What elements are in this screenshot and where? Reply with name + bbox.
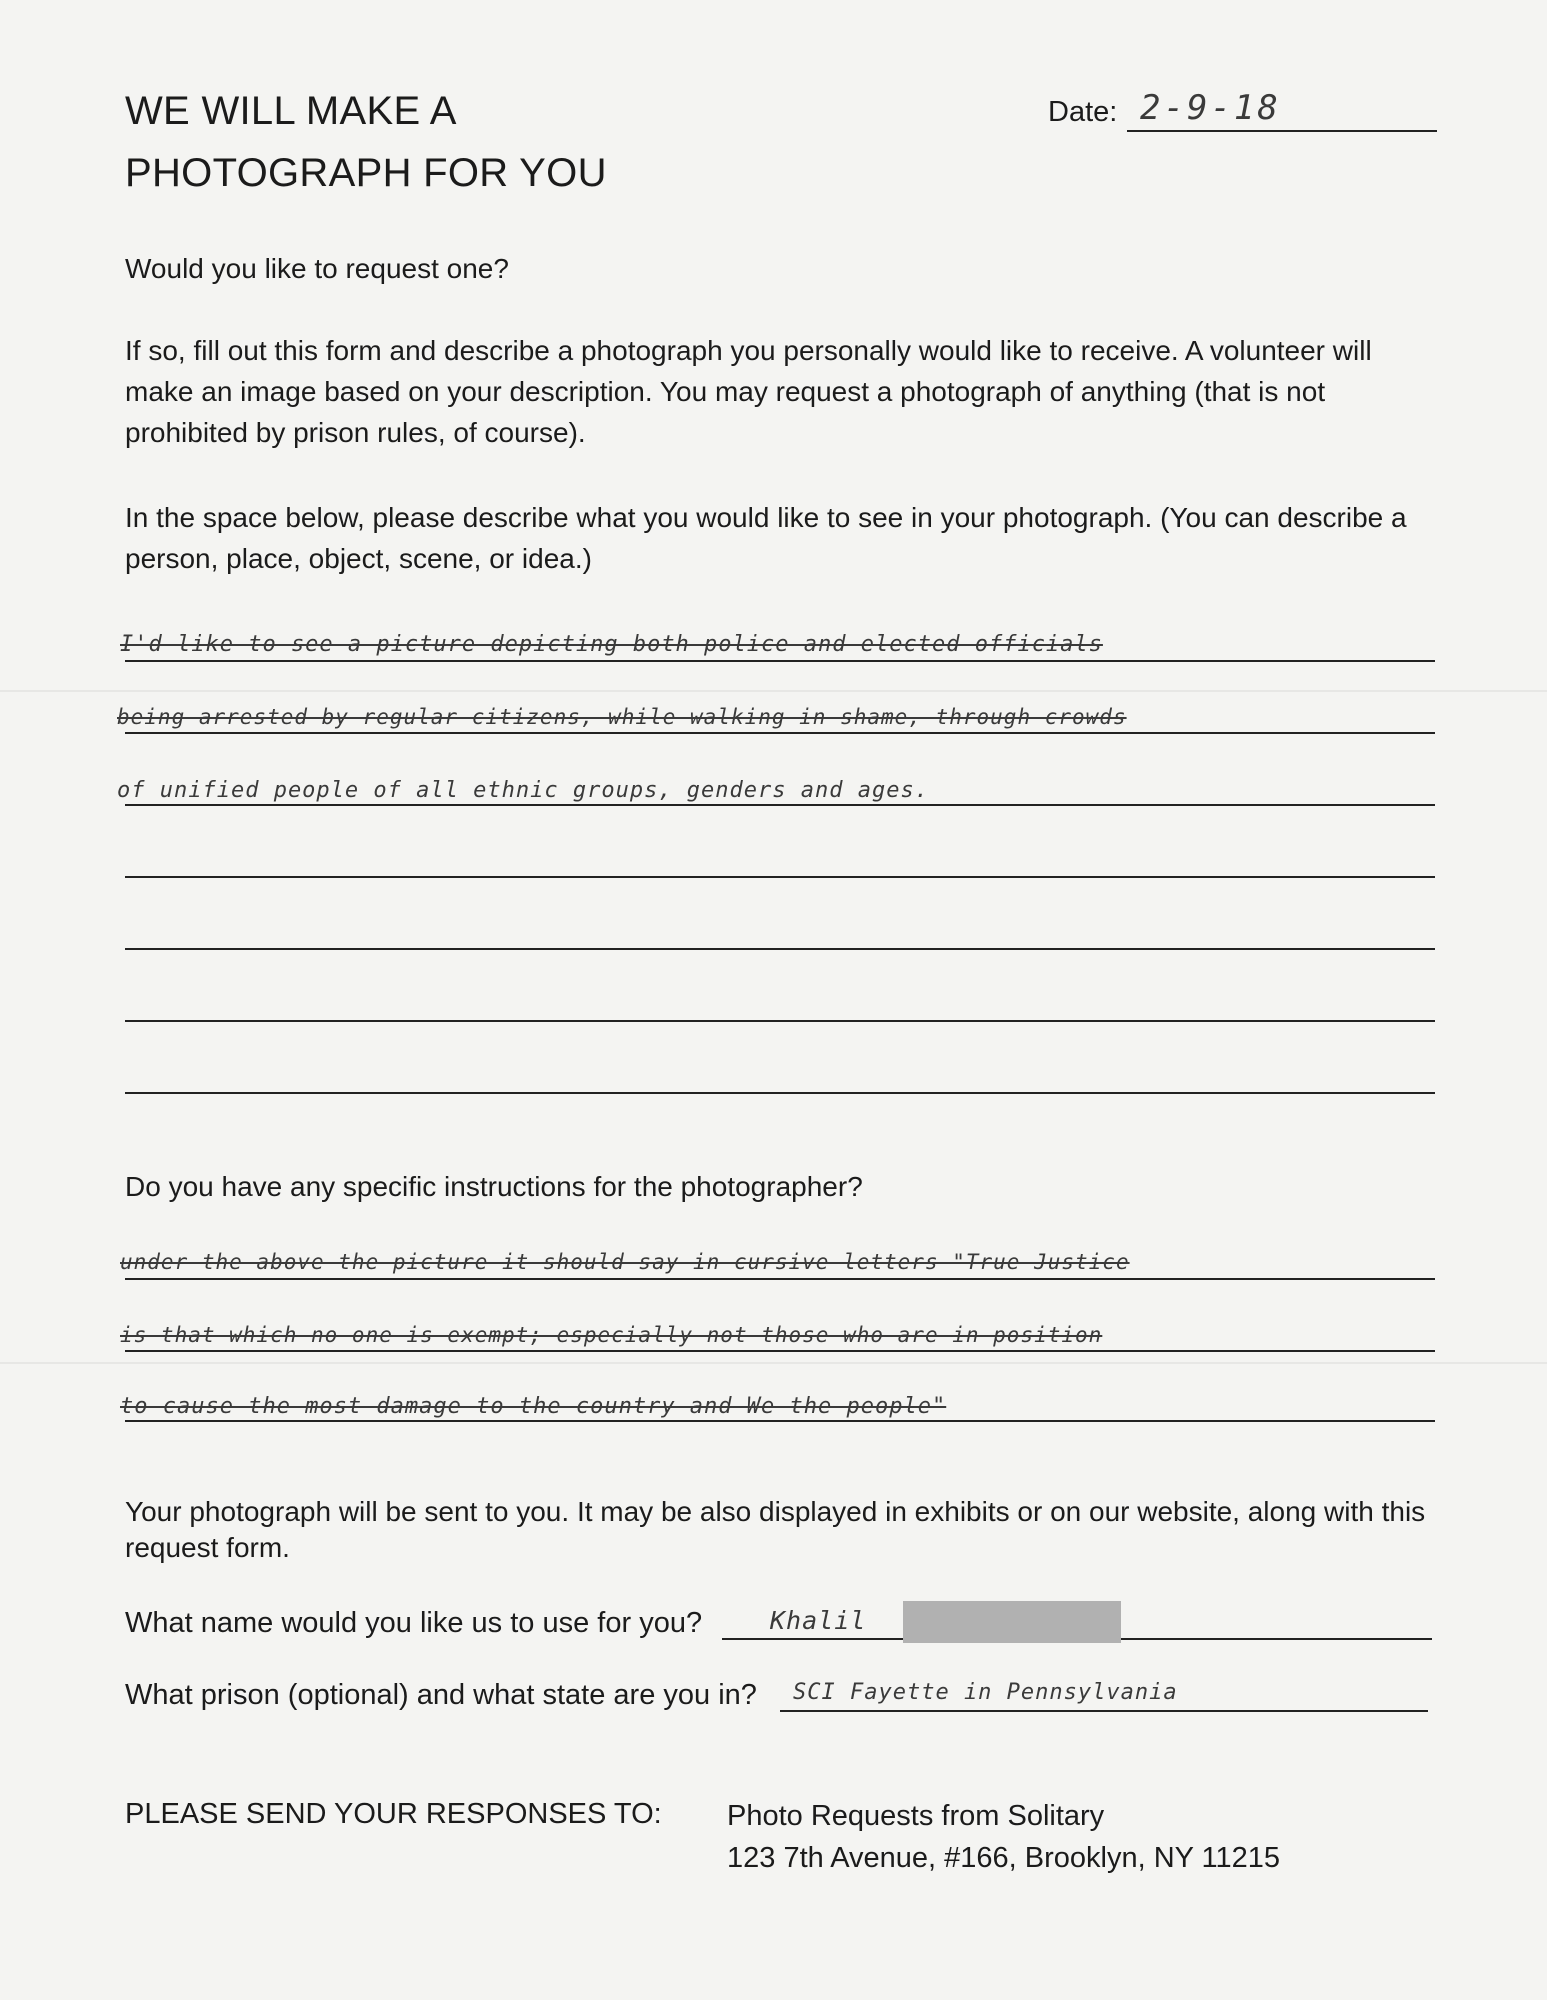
description-line[interactable] xyxy=(125,948,1435,950)
instructions-line[interactable] xyxy=(125,1350,1435,1352)
name-value: Khalil xyxy=(770,1606,867,1635)
redaction-box xyxy=(903,1601,1121,1643)
description-line[interactable] xyxy=(125,1092,1435,1094)
send-responses-label: PLEASE SEND YOUR RESPONSES TO: xyxy=(125,1798,662,1830)
date-label: Date: xyxy=(1048,96,1118,128)
instructions-line[interactable] xyxy=(125,1420,1435,1422)
prison-value: SCI Fayette in Pennsylvania xyxy=(793,1680,1178,1705)
address-line-1: Photo Requests from Solitary xyxy=(727,1800,1105,1832)
description-line[interactable] xyxy=(125,732,1435,734)
prison-field-line[interactable] xyxy=(780,1710,1428,1712)
fold-crease xyxy=(0,1362,1547,1364)
description-line[interactable] xyxy=(125,660,1435,662)
request-question: Would you like to request one? xyxy=(125,253,509,284)
description-line[interactable] xyxy=(125,876,1435,878)
title-line-2: PHOTOGRAPH FOR YOU xyxy=(125,151,607,195)
description-handwriting: being arrested by regular citizens, while walking in shame, through crowds xyxy=(117,705,1127,729)
instructions-line[interactable] xyxy=(125,1278,1435,1280)
describe-prompt: In the space below, please describe what you would like to see in your photograph. (You can describe a person, place, object, scene, or idea.) xyxy=(125,502,1407,574)
instructions-handwriting: to cause the most damage to the country and We the people" xyxy=(120,1394,947,1419)
form-title xyxy=(125,80,607,204)
title-line-1: WE WILL MAKE A xyxy=(125,89,457,133)
description-handwriting: of unified people of all ethnic groups, genders and ages. xyxy=(117,778,929,803)
description-line[interactable] xyxy=(125,804,1435,806)
intro-paragraph: If so, fill out this form and describe a photograph you personally would like to receive. A volunteer will make an image based on your description. You may request a photograph of anything (that is not prohibited by prison rules, of course). xyxy=(125,335,1372,448)
description-line[interactable] xyxy=(125,1020,1435,1022)
instructions-question: Do you have any specific instructions for the photographer? xyxy=(125,1171,863,1202)
name-question: What name would you like us to use for you? xyxy=(125,1607,703,1639)
instructions-handwriting: is that which no one is exempt; especially not those who are in position xyxy=(120,1323,1103,1347)
notice-text: Your photograph will be sent to you. It may be also displayed in exhibits or on our website, along with this request form. xyxy=(125,1496,1426,1563)
date-field-line[interactable] xyxy=(1127,130,1437,132)
fold-crease xyxy=(0,690,1547,692)
prison-question: What prison (optional) and what state are you in? xyxy=(125,1679,757,1711)
description-handwriting: I'd like to see a picture depicting both police and elected officials xyxy=(120,632,1103,657)
date-value: 2-9-18 xyxy=(1140,88,1281,128)
instructions-handwriting: under the above the picture it should say in cursive letters "True Justice xyxy=(120,1250,1130,1274)
address-line-2: 123 7th Avenue, #166, Brooklyn, NY 11215 xyxy=(727,1842,1281,1874)
